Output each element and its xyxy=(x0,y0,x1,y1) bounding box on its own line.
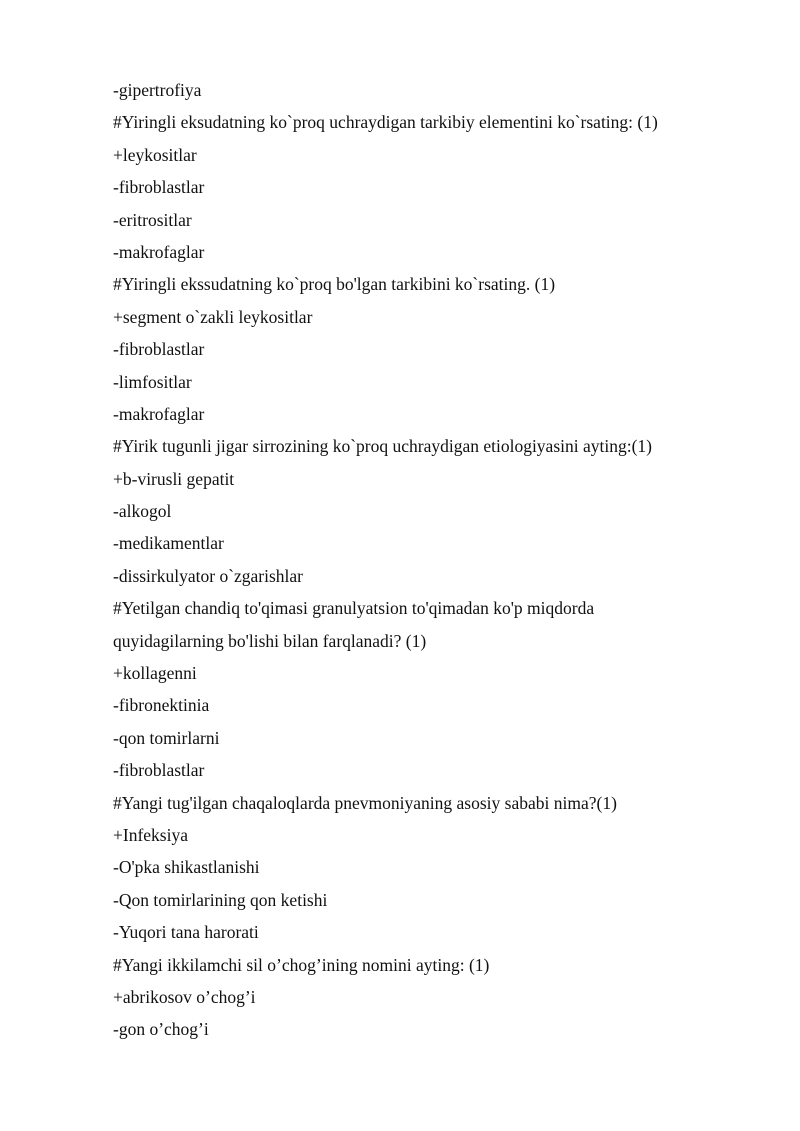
correct-answer: +b-virusli gepatit xyxy=(113,468,235,489)
answer-option: -alkogol xyxy=(113,501,172,522)
answer-option: -makrofaglar xyxy=(113,241,205,262)
question-text: #Yiringli eksudatning ko`proq uchraydigan tarkibiy elementini ko`rsating: (1) xyxy=(113,112,658,133)
correct-answer: +abrikosov o’chog’i xyxy=(113,986,256,1007)
answer-option: -makrofaglar xyxy=(113,403,205,424)
answer-option: -gipertrofiya xyxy=(113,80,202,100)
correct-answer: +segment o`zakli leykositlar xyxy=(113,306,313,327)
correct-answer: +Infeksiya xyxy=(113,824,188,845)
answer-option: -limfositlar xyxy=(113,371,192,392)
answer-option: -qon tomirlarni xyxy=(113,727,220,748)
question-text: #Yangi tug'ilgan chaqaloqlarda pnevmoniyaning asosiy sababi nima?(1) xyxy=(113,792,617,813)
answer-option: -O'pka shikastlanishi xyxy=(113,857,260,878)
question-text: #Yirik tugunli jigar sirrozining ko`proq uchraydigan etiologiyasini ayting:(1) xyxy=(113,436,652,457)
answer-option: -Yuqori tana harorati xyxy=(113,922,259,943)
answer-option: -dissirkulyator o`zgarishlar xyxy=(113,565,304,586)
correct-answer: +leykositlar xyxy=(113,144,197,165)
answer-option: -fibroblastlar xyxy=(113,339,205,360)
answer-option: -gon o’chog’i xyxy=(113,1019,209,1040)
question-text: #Yetilgan chandiq to'qimasi granulyatsion to'qimadan ko'p miqdorda xyxy=(113,598,595,619)
question-text: #Yangi ikkilamchi sil o’chog’ining nomini ayting: (1) xyxy=(113,954,490,975)
answer-option: -fibroblastlar xyxy=(113,177,205,198)
answer-option: -Qon tomirlarining qon ketishi xyxy=(113,889,328,910)
correct-answer: +kollagenni xyxy=(113,663,197,684)
document-text xyxy=(113,74,753,1046)
question-text-continued: quyidagilarning bo'lishi bilan farqlanadi? (1) xyxy=(113,630,427,651)
answer-option: -fibronektinia xyxy=(113,695,210,716)
question-text: #Yiringli ekssudatning ko`proq bo'lgan tarkibini ko`rsating. (1) xyxy=(113,274,556,295)
answer-option: -fibroblastlar xyxy=(113,760,205,781)
answer-option: -medikamentlar xyxy=(113,533,224,554)
answer-option: -eritrositlar xyxy=(113,209,192,230)
